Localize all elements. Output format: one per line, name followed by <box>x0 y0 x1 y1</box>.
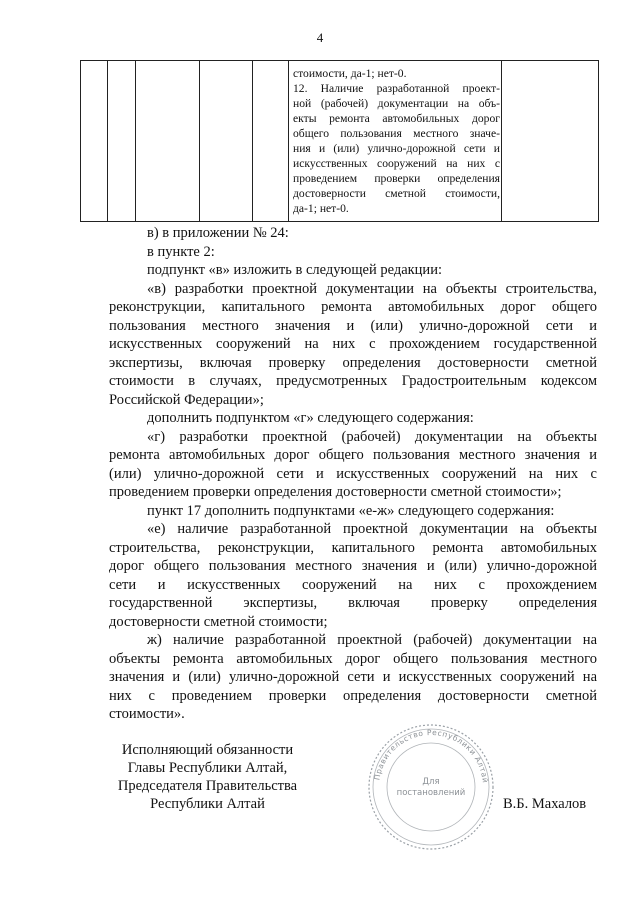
text-line: «е) наличие разработанной проектной документации на объекты <box>147 521 597 537</box>
text-line: государственной экспертизы, включая проверку определения <box>109 595 597 611</box>
table-cell-line: достоверности сметной стоимости, <box>293 187 500 200</box>
signatory-title-line: Республики Алтай <box>150 796 265 812</box>
text-line: «в) разработки проектной документации на объекты строительства, <box>147 280 597 297</box>
signatory-title-line: Исполняющий обязанности <box>121 742 294 758</box>
text-line: них с проведением проверки определения достоверности сметной <box>109 687 597 704</box>
table-column-divider <box>135 61 136 221</box>
text-line: подпункт «в» изложить в следующей редакции: <box>147 262 442 278</box>
table-column-divider <box>199 61 200 221</box>
stamp-inner-text: Для <box>422 777 440 787</box>
text-line: значения и (или) улично-дорожной сети и искусственных сооружений на <box>109 669 597 685</box>
table-column-divider <box>252 61 253 221</box>
text-line: строительства, реконструкции, капитального ремонта автомобильных <box>109 539 597 556</box>
page-number: 4 <box>316 30 324 45</box>
text-line: реконструкции, капитального ремонта автомобильных дорог общего <box>109 299 597 315</box>
text-line: ремонта автомобильных дорог общего пользования местного значения и <box>109 447 597 463</box>
text-line: экспертизы, включая проверку определения достоверности сметной <box>109 354 597 371</box>
text-line: достоверности сметной стоимости; <box>109 613 328 630</box>
text-line: объекты ремонта автомобильных дорог общего пользования местного <box>109 650 597 667</box>
table-cell-line: общего пользования местного значе- <box>293 127 500 140</box>
stamp-outer-text: Правительство Республики Алтай <box>372 727 490 784</box>
signatory-name: В.Б. Махалов <box>503 796 587 812</box>
table-cell-line: ния и (или) улично-дорожной сети и <box>293 142 500 155</box>
table-column-divider <box>288 61 289 221</box>
text-line: в пункте 2: <box>147 243 215 260</box>
signatory-title-line: Председателя Правительства <box>117 778 298 794</box>
text-line: искусственных сооружений на них с прохождением государственной <box>109 336 597 352</box>
text-line: дополнить подпунктом «г» следующего содержания: <box>147 410 474 426</box>
text-line: сети и искусственных сооружений на них с прохождением <box>109 576 597 593</box>
official-stamp <box>366 722 496 852</box>
table-cell-line: ной (рабочей) документации на объ- <box>293 97 500 110</box>
stamp-inner-text: постановлений <box>396 788 466 798</box>
signatory-title <box>100 741 315 813</box>
table-cell-line: 12. Наличие разработанной проект- <box>293 82 500 95</box>
text-line: дорог общего пользования местного значения и (или) улично-дорожной <box>109 558 597 574</box>
stamp-inner-ring <box>387 743 475 831</box>
text-line: пункт 17 дополнить подпунктами «е-ж» следующего содержания: <box>147 502 555 519</box>
text-line: (или) улично-дорожной сети и искусственных сооружений на них с <box>109 465 597 482</box>
table-cell-line: проведением проверки определения <box>293 172 500 185</box>
text-line: пользования местного значения и (или) улично-дорожной сети и <box>109 317 597 334</box>
table-cell-criteria <box>293 66 500 216</box>
text-line: стоимости». <box>109 706 185 722</box>
text-line: Российской Федерации»; <box>109 391 264 408</box>
text-line: стоимости в случаях, предусмотренных Градостроительным кодексом <box>109 373 597 389</box>
stamp-outer-ring <box>369 725 493 849</box>
table-cell-line: да-1; нет-0. <box>293 202 349 215</box>
table-cell-line: стоимости, да-1; нет-0. <box>293 67 407 80</box>
amendment-text <box>109 224 597 724</box>
text-line: в) в приложении № 24: <box>147 225 289 241</box>
text-line: «г) разработки проектной (рабочей) документации на объекты <box>147 428 597 445</box>
table-cell-line: екты ремонта автомобильных дорог <box>293 112 500 125</box>
table-column-divider <box>501 61 502 221</box>
text-line: ж) наличие разработанной проектной (рабочей) документации на <box>147 632 597 648</box>
table-column-divider <box>107 61 108 221</box>
text-line: проведением проверки определения достоверности сметной стоимости»; <box>109 484 562 500</box>
signatory-title-line: Главы Республики Алтай, <box>127 760 288 776</box>
table-cell-line: искусственных сооружений на них с <box>293 157 500 170</box>
continuation-table <box>80 60 599 222</box>
